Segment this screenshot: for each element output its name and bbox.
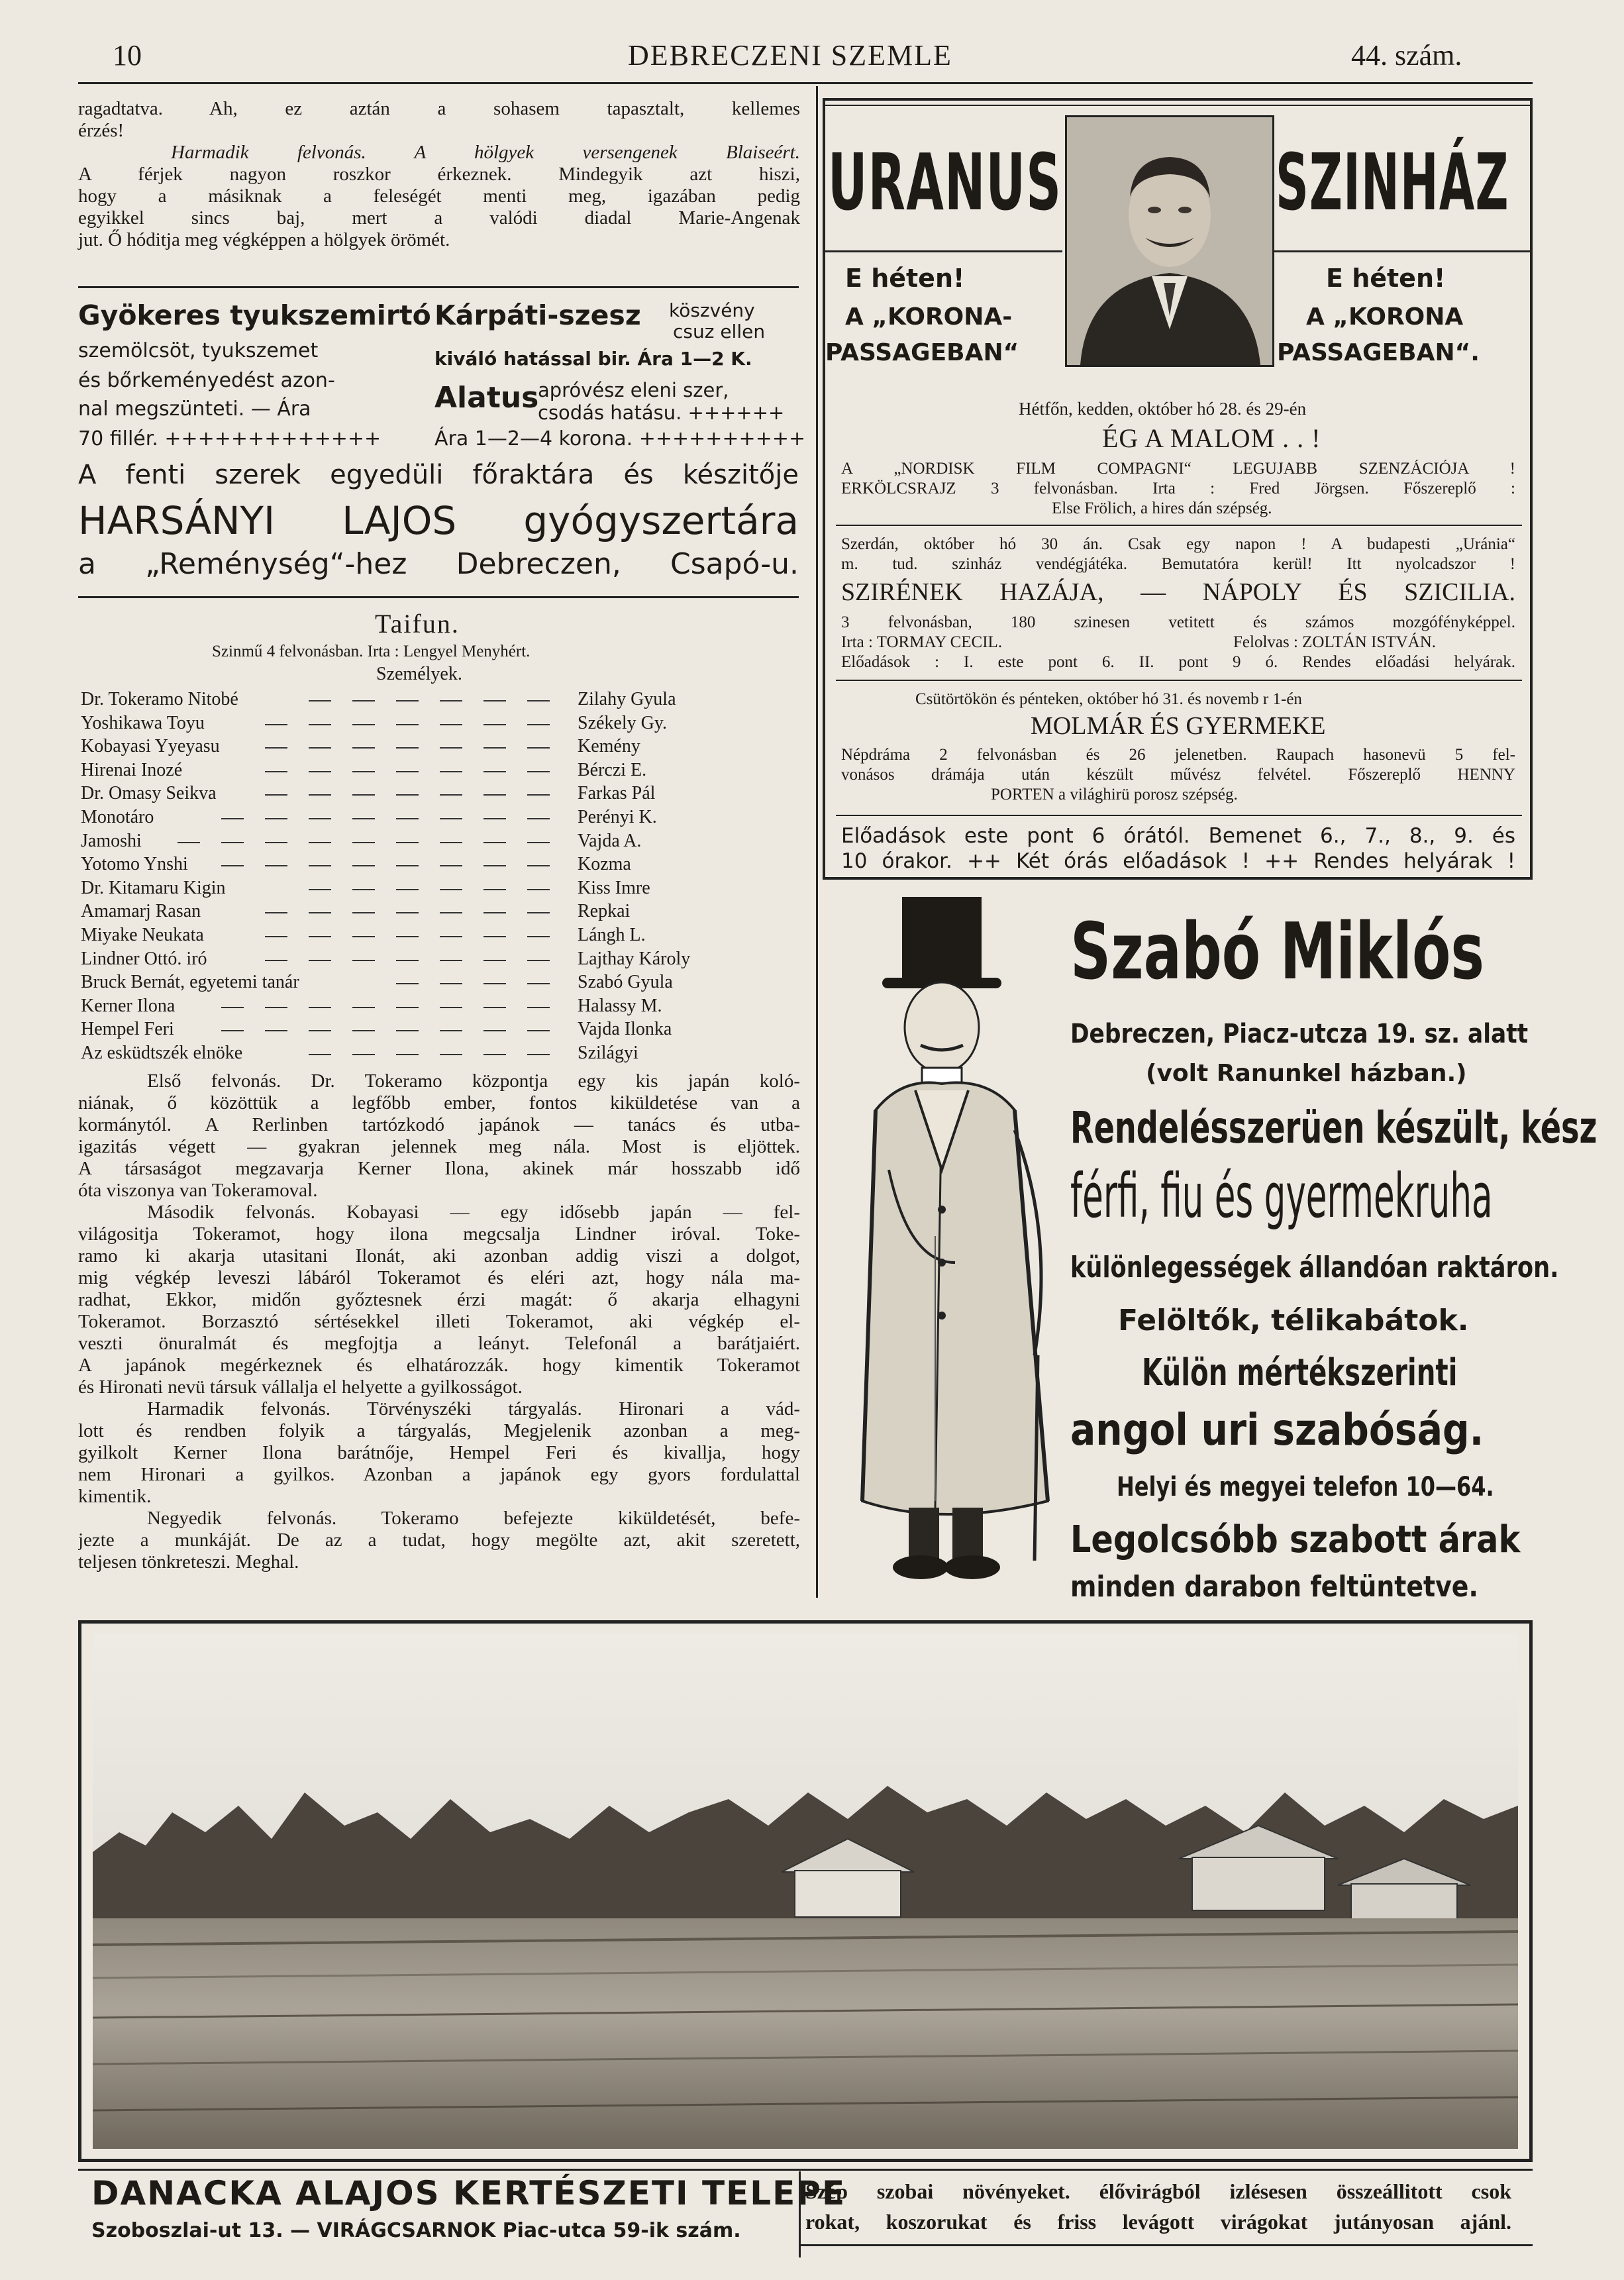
szinhaz-word: SZINHÁZ <box>1276 136 1509 228</box>
cast-actor: Repkai <box>578 901 631 922</box>
leader-dash <box>483 889 506 890</box>
tailor-line: angol uri szabóság. <box>1070 1404 1484 1455</box>
leader-dash <box>396 1030 419 1031</box>
leader-dash <box>483 912 506 913</box>
thursday-title: MOLMÁR ÉS GYERMEKE <box>1031 712 1326 740</box>
cast-row <box>81 760 703 782</box>
text-line: nem Hironari a gyilkos. Azonban a japánok egy gyors fordulattal <box>78 1464 800 1485</box>
text-line: kormánytól. A Rerlinben tartózkodó japánok — tanács és utba- <box>78 1114 800 1135</box>
play-subtitle: Szinmű 4 felvonásban. Irta : Lengyel Menyhért. <box>212 643 531 660</box>
cast-role: Monotáro <box>81 807 154 827</box>
text-line: ragadtatva. Ah, ez aztán a sohasem tapasztalt, kellemes <box>78 98 800 119</box>
cast-row <box>81 1019 703 1041</box>
manager-portrait <box>1065 115 1274 367</box>
cast-role: Dr. Omasy Seikva <box>81 783 217 804</box>
text-line: A férjek nagyon roszkor érkeznek. Mindegyik azt hiszi, <box>78 164 800 185</box>
leader-dash <box>440 842 462 843</box>
tailor-line: Felöltők, télikabátok. <box>1118 1304 1469 1337</box>
cast-row <box>81 736 703 758</box>
wednesday-author: Irta : TORMAY CECIL. <box>841 633 1003 651</box>
intro-paragraph <box>78 98 800 251</box>
leader-dash <box>483 771 506 772</box>
thursday-line: PORTEN a világhirü porosz szépség. <box>991 786 1238 803</box>
cast-row <box>81 925 703 947</box>
leader-dash <box>396 983 419 984</box>
pharmacy-address: a „Reménység“-hez Debreczen, Csapó-u. <box>78 547 799 581</box>
ad-rule <box>836 525 1522 526</box>
wednesday-title: SZIRÉNEK HAZÁJA, — NÁPOLY ÉS SZICILIA. <box>841 578 1515 606</box>
leader-dash <box>396 865 419 866</box>
cast-actor: Vajda A. <box>578 830 642 851</box>
cast-actor: Szabó Gyula <box>578 972 673 993</box>
leader-dash <box>483 960 506 961</box>
leader-dash <box>483 747 506 749</box>
cast-role: Dr. Tokeramo Nitobé <box>81 689 238 709</box>
cast-actor: Vajda Ilonka <box>578 1019 672 1040</box>
leader-dash <box>265 1030 287 1031</box>
gentleman-drawing <box>836 892 1074 1594</box>
leader-dash <box>221 818 244 819</box>
leader-dash <box>396 794 419 796</box>
cast-actor: Halassy M. <box>578 995 662 1016</box>
leader-dash <box>396 936 419 937</box>
cast-role: Miyake Neukata <box>81 925 204 945</box>
text-line: mig végkép leveszi lábáról Tokeramot és eléri azt, hogy nála ma- <box>78 1267 800 1288</box>
korona-left: A „KORONA- <box>845 303 1013 331</box>
header-rule <box>78 82 1533 84</box>
karpati-sub: köszvény <box>669 299 755 321</box>
tailor-line: Rendelésszerüen készült, kész <box>1070 1102 1598 1153</box>
cast-actor: Lajthay Károly <box>578 948 691 969</box>
monday-line: Else Frölich, a hires dán szépség. <box>1052 499 1272 517</box>
cast-row <box>81 713 703 735</box>
ad-rule <box>823 250 1062 252</box>
text-line: Harmadik felvonás. Törvényszéki tárgyalás. Hironari a vád- <box>147 1398 800 1420</box>
text-line: igazitás végett — gyakran jelennek meg nála. Most is eljöttek. <box>78 1136 800 1157</box>
cast-actor: Lángh L. <box>578 925 646 945</box>
uranus-word: URANUS <box>828 136 1062 228</box>
leader-dash <box>396 771 419 772</box>
leader-dash <box>396 960 419 961</box>
section-rule <box>78 596 799 598</box>
text-line: A társaságot megzavarja Kerner Ilona, akinek már hosszabb idő <box>78 1158 800 1179</box>
leader-dash <box>527 1030 550 1031</box>
leader-dash <box>265 1007 287 1008</box>
leader-dash <box>352 1007 375 1008</box>
leader-dash <box>527 889 550 890</box>
leader-dash <box>440 912 462 913</box>
text-line: radhat, Ekkor, midőn győztesnek érzi magát: ő akarja elhagyni <box>78 1289 800 1310</box>
ad-rule <box>836 680 1522 681</box>
monday-line: A „NORDISK FILM COMPAGNI“ LEGUJABB SZENZÁCIÓJA ! <box>841 460 1515 478</box>
leader-dash <box>440 960 462 961</box>
text-line: és Hironati nevü társuk vállalja el helyette a gyilkosságot. <box>78 1376 523 1398</box>
leader-dash <box>396 912 419 913</box>
leader-dash <box>527 865 550 866</box>
issue-number: 44. szám. <box>1351 39 1462 72</box>
leader-dash <box>309 794 331 796</box>
leader-dash <box>527 960 550 961</box>
leader-dash <box>483 724 506 725</box>
leader-dash <box>440 865 462 866</box>
pharmacy-line: A fenti szerek egyedüli főraktára és készitője <box>78 460 799 490</box>
cast-role: Az esküdtszék elnöke <box>81 1043 243 1063</box>
cast-row <box>81 783 703 805</box>
cast-label: Személyek. <box>376 664 462 684</box>
synopsis <box>78 1070 800 1573</box>
cast-actor: Farkas Pál <box>578 783 656 804</box>
leader-dash <box>309 1054 331 1055</box>
leader-dash <box>352 1030 375 1031</box>
leader-dash <box>221 865 244 866</box>
leader-dash <box>440 700 462 701</box>
leader-dash <box>527 1054 550 1055</box>
leader-dash <box>483 794 506 796</box>
text-line: kimentik. <box>78 1486 152 1507</box>
leader-dash <box>396 889 419 890</box>
wednesday-line: Előadások : I. este pont 6. II. pont 9 ó. Rendes előadási helyárak. <box>841 653 1515 671</box>
thursday-line: Csütörtökön és pénteken, október hó 31. és novemb r 1-én <box>915 690 1302 708</box>
leader-dash <box>483 983 506 984</box>
leader-dash <box>527 818 550 819</box>
nursery-name: DANACKA ALAJOS KERTÉSZETI TELEPE <box>91 2174 846 2212</box>
leader-dash <box>527 771 550 772</box>
thursday-line: vonásos drámája után készült művész felvétel. Főszereplő HENNY <box>841 766 1515 784</box>
leader-dash <box>265 936 287 937</box>
karpati-line: kiváló hatással bir. Ára 1—2 K. <box>434 348 752 370</box>
leader-dash <box>483 700 506 701</box>
cast-role: Yoshikawa Toyu <box>81 712 205 733</box>
leader-dash <box>309 960 331 961</box>
leader-dash <box>352 747 375 749</box>
cast-row <box>81 807 703 829</box>
leader-dash <box>352 771 375 772</box>
thursday-line: Népdráma 2 felvonásban és 26 jelenetben. Raupach hasonevü 5 fel- <box>841 746 1515 764</box>
ehet-right: E héten! <box>1326 264 1446 293</box>
cast-role: Hempel Feri <box>81 1019 174 1040</box>
leader-dash <box>396 818 419 819</box>
cast-row <box>81 878 703 900</box>
monday-title: ÉG A MALOM . . ! <box>1102 423 1321 453</box>
text-line: ramo ki akarja utasitani Ilonát, aki azonban addig viszi a dolgot, <box>78 1245 800 1267</box>
leader-dash <box>396 724 419 725</box>
tailor-line: Külön mértékszerinti <box>1142 1351 1458 1394</box>
pharmacy-left-title: Gyökeres tyukszemirtó <box>78 299 431 331</box>
text-line: Tokeramot. Borzasztó sértésekkel illeti Tokeramot, aki végkép el- <box>78 1311 800 1332</box>
leader-dash <box>265 747 287 749</box>
cast-role: Amamarj Rasan <box>81 901 201 922</box>
section-rule <box>78 286 799 288</box>
alatus-sub: csodás hatásu. ++++++ <box>538 401 785 424</box>
alatus-price: Ára 1—2—4 korona. ++++++++++ <box>434 427 806 450</box>
korona-left: PASSAGEBAN“ <box>825 339 1019 366</box>
footer-line: 10 órakor. ++ Két órás előadások ! ++ Rendes helyárak ! <box>841 849 1515 873</box>
cast-row <box>81 972 703 994</box>
leader-dash <box>309 818 331 819</box>
pharmacy-name: HARSÁNYI LAJOS gyógyszertára <box>78 498 799 543</box>
cast-actor: Kemény <box>578 736 640 757</box>
leader-dash <box>352 865 375 866</box>
leader-dash <box>527 936 550 937</box>
tailor-address: Debreczen, Piacz-utcza 19. sz. alatt <box>1070 1019 1529 1049</box>
tailor-line: különlegességek állandóan raktáron. <box>1070 1251 1559 1284</box>
text-line: Negyedik felvonás. Tokeramo befejezte kiküldetését, befe- <box>147 1508 800 1529</box>
leader-dash <box>527 747 550 749</box>
leader-dash <box>265 818 287 819</box>
column-divider <box>816 86 818 1598</box>
cast-actor: Szilágyi <box>578 1043 638 1063</box>
leader-dash <box>352 794 375 796</box>
leader-dash <box>527 983 550 984</box>
leader-dash <box>352 818 375 819</box>
ad-rule <box>836 815 1522 816</box>
tailor-name: Szabó Miklós <box>1070 906 1484 997</box>
pharmacy-left-line: nal megszünteti. — Ára <box>78 397 311 421</box>
landscape-photo <box>93 1633 1518 2149</box>
page-number: 10 <box>113 39 142 72</box>
leader-dash <box>440 889 462 890</box>
cast-role: Yotomo Ynshi <box>81 854 188 875</box>
cast-actor: Bérczi E. <box>578 759 647 780</box>
cast-row <box>81 901 703 923</box>
leader-dash <box>396 1054 419 1055</box>
leader-dash <box>396 1007 419 1008</box>
wednesday-line: Szerdán, október hó 30 án. Csak egy napon ! A budapesti „Uránia“ <box>841 535 1515 553</box>
leader-dash <box>396 747 419 749</box>
pharmacy-left-line: 70 fillér. +++++++++++++ <box>78 427 381 450</box>
leader-dash <box>483 1030 506 1031</box>
leader-dash <box>440 1030 462 1031</box>
gentleman-illustration <box>836 892 1074 1594</box>
leader-dash <box>221 1007 244 1008</box>
cast-row <box>81 949 703 971</box>
portrait-photo <box>1067 117 1272 365</box>
cast-role: Kobayasi Yyeyasu <box>81 736 220 757</box>
leader-dash <box>440 1054 462 1055</box>
cast-actor: Kiss Imre <box>578 877 650 898</box>
leader-dash <box>178 842 200 843</box>
cast-row <box>81 854 703 876</box>
leader-dash <box>352 1054 375 1055</box>
leader-dash <box>309 889 331 890</box>
leader-dash <box>309 700 331 701</box>
nursery-offer: Szép szobai növényeket. élővirágból izlésesen összeállitott csok <box>805 2179 1511 2203</box>
text-line: jezte a munkáját. De az a tudat, hogy megölte azt, akit szeretett, <box>78 1529 800 1551</box>
cast-role: Hirenai Inozé <box>81 759 183 780</box>
leader-dash <box>440 1007 462 1008</box>
tailor-line: férfi, fiu és gyermekruha <box>1070 1161 1493 1231</box>
leader-dash <box>527 724 550 725</box>
newspaper-title: DEBRECZENI SZEMLE <box>628 39 952 72</box>
leader-dash <box>265 960 287 961</box>
leader-dash <box>483 865 506 866</box>
text-line: niának, ő közöttük a legfőbb ember, fontos kiküldetése van a <box>78 1092 800 1114</box>
leader-dash <box>265 842 287 843</box>
cast-role: Lindner Ottó. iró <box>81 948 207 969</box>
leader-dash <box>352 700 375 701</box>
leader-dash <box>527 912 550 913</box>
cast-actor: Székely Gy. <box>578 712 668 733</box>
leader-dash <box>440 936 462 937</box>
leader-dash <box>440 724 462 725</box>
tailor-former: (volt Ranunkel házban.) <box>1146 1060 1467 1087</box>
play-title: Taifun. <box>375 609 460 639</box>
text-line: teljesen tönkreteszi. Meghal. <box>78 1551 299 1573</box>
korona-right: A „KORONA <box>1306 303 1464 331</box>
section-rule <box>78 2169 1533 2171</box>
leader-dash <box>483 936 506 937</box>
cast-role: Dr. Kitamaru Kigin <box>81 877 226 898</box>
leader-dash <box>483 1007 506 1008</box>
leader-dash <box>309 1007 331 1008</box>
leader-dash <box>527 794 550 796</box>
footer-line: Előadások este pont 6 órától. Bemenet 6., 7., 8., 9. és <box>841 824 1515 848</box>
leader-dash <box>352 724 375 725</box>
leader-dash <box>440 818 462 819</box>
cast-actor: Kozma <box>578 854 631 875</box>
cast-actor: Zilahy Gyula <box>578 689 676 709</box>
leader-dash <box>265 794 287 796</box>
leader-dash <box>352 936 375 937</box>
tailor-line: Legolcsóbb szabott árak <box>1070 1518 1521 1561</box>
text-line: hogy a másiknak a feleségét menti meg, igazában pedig <box>78 185 800 207</box>
text-line: lott és rendben folyik a tárgyalás, Megjelenik azonban a meg- <box>78 1420 800 1441</box>
alatus-sub: apróvész eleni szer, <box>538 379 729 401</box>
leader-dash <box>352 842 375 843</box>
text-line: jut. Ő hóditja meg végképpen a hölgyek örömét. <box>78 229 450 250</box>
tailor-line: minden darabon feltüntetve. <box>1070 1570 1478 1604</box>
text-line: egyikkel sincs baj, mert a valódi diadal Marie-Angenak <box>78 207 800 229</box>
leader-dash <box>352 912 375 913</box>
text-line: óta viszonya van Tokeramoval. <box>78 1180 318 1201</box>
text-line: Harmadik felvonás. A hölgyek versengenek Blaiseért. <box>171 142 800 163</box>
cast-row <box>81 689 703 711</box>
leader-dash <box>440 794 462 796</box>
korona-right: PASSAGEBAN“. <box>1277 339 1480 366</box>
leader-dash <box>440 983 462 984</box>
text-line: világositja Tokeramot, hogy ilona megcsalja Lindner iróval. Toke- <box>78 1223 800 1245</box>
text-line: Első felvonás. Dr. Tokeramo központja egy kis japán koló- <box>147 1070 800 1092</box>
leader-dash <box>265 865 287 866</box>
leader-dash <box>221 1030 244 1031</box>
leader-dash <box>440 747 462 749</box>
leader-dash <box>440 771 462 772</box>
wednesday-line: 3 felvonásban, 180 szinesen vetitett és számos mozgófényképpel. <box>841 613 1515 631</box>
leader-dash <box>527 1007 550 1008</box>
leader-dash <box>265 912 287 913</box>
nursery-offer: rokat, koszorukat és friss levágott virágokat jutányosan ajánl. <box>805 2210 1511 2234</box>
leader-dash <box>352 960 375 961</box>
leader-dash <box>483 842 506 843</box>
leader-dash <box>309 865 331 866</box>
leader-dash <box>396 842 419 843</box>
leader-dash <box>483 818 506 819</box>
leader-dash <box>527 700 550 701</box>
cast-row <box>81 996 703 1018</box>
leader-dash <box>483 1054 506 1055</box>
pharmacy-left-line: szemölcsöt, tyukszemet <box>78 339 319 362</box>
cast-row <box>81 1043 703 1065</box>
leader-dash <box>265 724 287 725</box>
alatus-title: Alatus <box>434 381 539 415</box>
leader-dash <box>221 842 244 843</box>
section-rule <box>799 2244 1533 2246</box>
cast-role: Jamoshi <box>81 830 142 851</box>
cast-role: Kerner Ilona <box>81 995 176 1016</box>
karpati-sub: csuz ellen <box>673 321 766 342</box>
wednesday-line: m. tud. szinház vendégjátéka. Bemutatóra kerül! Itt nyolcadszor ! <box>841 555 1515 573</box>
ehet-left: E héten! <box>845 264 965 293</box>
karpati-title: Kárpáti-szesz <box>434 299 641 331</box>
leader-dash <box>265 771 287 772</box>
text-line: veszti önuralmát és megfojtja a leányt. Telefonál a barátjaiért. <box>78 1333 800 1354</box>
text-line: gyilkolt Kerner Ilona barátnője, Hempel Feri és kivallja, hogy <box>78 1442 800 1463</box>
leader-dash <box>309 724 331 725</box>
pharmacy-left-line: és bőrkeményedést azon- <box>78 369 335 392</box>
monday-date: Hétfőn, kedden, október hó 28. és 29-én <box>1019 399 1307 419</box>
cast-actor: Perényi K. <box>578 807 657 827</box>
cast-row <box>81 831 703 853</box>
wednesday-reader: Felolvas : ZOLTÁN ISTVÁN. <box>1233 633 1437 651</box>
tailor-line: Helyi és megyei telefon 10—64. <box>1117 1472 1494 1502</box>
nursery-photo <box>93 1633 1518 2149</box>
leader-dash <box>527 842 550 843</box>
frame-inner-rule <box>823 105 1533 106</box>
text-line: A japánok megérkeznek és elhatározzák. hogy kimentik Tokeramot <box>78 1355 800 1376</box>
leader-dash <box>396 700 419 701</box>
leader-dash <box>309 842 331 843</box>
leader-dash <box>309 771 331 772</box>
monday-line: ERKÖLCSRAJZ 3 felvonásban. Irta : Fred Jörgsen. Főszereplő : <box>841 480 1515 497</box>
nursery-address: Szoboszlai-ut 13. — VIRÁGCSARNOK Piac-utca 59-ik szám. <box>91 2219 741 2242</box>
ad-rule <box>1274 250 1533 252</box>
leader-dash <box>309 912 331 913</box>
leader-dash <box>309 1030 331 1031</box>
cast-role: Bruck Bernát, egyetemi tanár <box>81 972 299 993</box>
leader-dash <box>352 889 375 890</box>
leader-dash <box>309 747 331 749</box>
text-line: Második felvonás. Kobayasi — egy idősebb japán — fel- <box>147 1202 800 1223</box>
leader-dash <box>309 936 331 937</box>
text-line: érzés! <box>78 120 125 141</box>
